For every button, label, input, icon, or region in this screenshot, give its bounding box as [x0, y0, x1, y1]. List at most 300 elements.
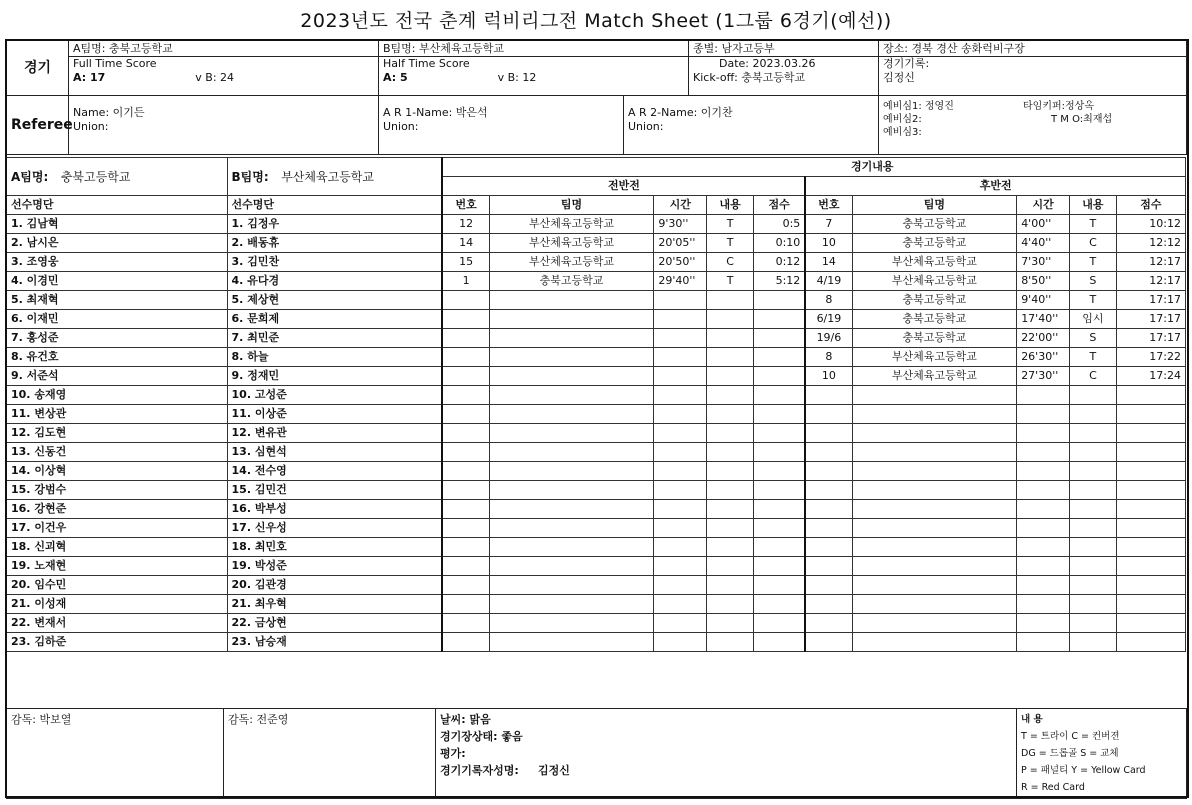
- table-row: [7, 291, 1186, 310]
- second-half-time-cell: 26'30'': [1017, 348, 1070, 367]
- table-row: [7, 538, 1186, 557]
- table-row: [7, 424, 1186, 443]
- first-half-team-cell: 부산체육고등학교: [489, 234, 654, 253]
- first-half-type-cell: [707, 291, 754, 310]
- table-row: [7, 253, 1186, 272]
- table-row: [7, 367, 1186, 386]
- player-a: 21. 이성재: [7, 595, 228, 614]
- first-half-time-cell: 29'40'': [654, 272, 707, 291]
- first-half-no-cell: [442, 595, 489, 614]
- first-half-no-cell: [442, 519, 489, 538]
- first-half-type-cell: [707, 500, 754, 519]
- half-time-label: Half Time Score: [379, 56, 688, 71]
- legend-title: 내 용: [1021, 714, 1043, 725]
- referee-cell: [69, 96, 379, 155]
- full-time-label: Full Time Score: [69, 56, 378, 71]
- first-half-team-cell: [489, 481, 654, 500]
- reserve-2: 예비심2:: [883, 114, 922, 125]
- first-half-score-cell: [753, 424, 805, 443]
- first-half-no-cell: [442, 443, 489, 462]
- player-b: 21. 최우혁: [227, 595, 442, 614]
- player-b: 13. 심현석: [227, 443, 442, 462]
- match-header: [6, 40, 1187, 155]
- first-half-score-cell: [753, 348, 805, 367]
- first-half-type-cell: [707, 443, 754, 462]
- first-half-no-cell: [442, 462, 489, 481]
- first-half-team-cell: [489, 576, 654, 595]
- second-half-no-cell: [805, 557, 852, 576]
- player-a: 23. 김하준: [7, 633, 228, 652]
- second-half-type-cell: [1070, 538, 1117, 557]
- roster-b-header: [227, 158, 442, 196]
- second-half-time-cell: [1017, 424, 1070, 443]
- first-half-type-cell: [707, 519, 754, 538]
- category-cell: [689, 41, 879, 96]
- first-half-time-cell: [654, 519, 707, 538]
- second-half-type-cell: S: [1070, 329, 1117, 348]
- team-b-name: 부산체육고등학교: [419, 42, 505, 55]
- first-half-time-cell: [654, 595, 707, 614]
- team-b-label: B팀명:: [383, 42, 416, 55]
- table-row: [7, 576, 1186, 595]
- second-half-time-cell: [1017, 481, 1070, 500]
- first-half-no-cell: [442, 310, 489, 329]
- first-half-team-cell: [489, 367, 654, 386]
- venue-cell: [879, 41, 1187, 96]
- player-b: 23. 남승재: [227, 633, 442, 652]
- second-half-time-cell: 4'00'': [1017, 215, 1070, 234]
- second-half-score-cell: [1116, 462, 1185, 481]
- conditions-cell: [436, 709, 1017, 799]
- first-half-score-cell: [753, 595, 805, 614]
- first-half-time-cell: [654, 424, 707, 443]
- second-half-type-cell: C: [1070, 367, 1117, 386]
- second-half-time-cell: [1017, 538, 1070, 557]
- player-b: 10. 고성준: [227, 386, 442, 405]
- player-b: 3. 김민찬: [227, 253, 442, 272]
- second-half-no-cell: [805, 576, 852, 595]
- table-row: [7, 557, 1186, 576]
- second-half-team-cell: 부산체육고등학교: [852, 272, 1017, 291]
- first-half-score-cell: [753, 291, 805, 310]
- second-half-team-cell: [852, 538, 1017, 557]
- table-row: [7, 234, 1186, 253]
- second-half-time-cell: [1017, 443, 1070, 462]
- first-half-time-cell: [654, 405, 707, 424]
- category-value: 남자고등부: [721, 42, 775, 55]
- second-half-score-cell: 17:17: [1116, 291, 1185, 310]
- first-half-team-cell: [489, 329, 654, 348]
- second-half-score-cell: [1116, 405, 1185, 424]
- first-half-score-cell: [753, 538, 805, 557]
- second-half-score-cell: 17:22: [1116, 348, 1185, 367]
- first-half-col-header: 내용: [707, 196, 754, 215]
- second-half-no-cell: [805, 424, 852, 443]
- first-half-team-cell: [489, 595, 654, 614]
- second-half-team-cell: 충북고등학교: [852, 310, 1017, 329]
- second-half-score-cell: [1116, 595, 1185, 614]
- half-score-a: A: 5: [383, 71, 408, 84]
- first-half-team-cell: 부산체육고등학교: [489, 253, 654, 272]
- first-half-team-cell: 부산체육고등학교: [489, 215, 654, 234]
- second-half-no-cell: [805, 614, 852, 633]
- first-half-team-cell: [489, 386, 654, 405]
- venue-value: 경북 경산 송화럭비구장: [911, 42, 1025, 55]
- field-condition: 경기장상태: 좋음: [440, 730, 523, 743]
- second-half-time-cell: [1017, 386, 1070, 405]
- first-half-time-cell: [654, 557, 707, 576]
- second-half-no-cell: [805, 386, 852, 405]
- player-a: 4. 이경민: [7, 272, 228, 291]
- second-half-type-cell: T: [1070, 215, 1117, 234]
- second-half-team-cell: [852, 500, 1017, 519]
- second-half-time-cell: 7'30'': [1017, 253, 1070, 272]
- first-half-team-cell: [489, 348, 654, 367]
- second-half-team-cell: 충북고등학교: [852, 234, 1017, 253]
- record-value: 김정신: [883, 71, 915, 84]
- first-half-time-cell: [654, 329, 707, 348]
- table-row: [7, 595, 1186, 614]
- second-half-no-cell: [805, 633, 852, 652]
- second-half-type-cell: T: [1070, 348, 1117, 367]
- table-row: [7, 329, 1186, 348]
- first-half-type-cell: [707, 348, 754, 367]
- second-half-team-cell: 부산체육고등학교: [852, 348, 1017, 367]
- second-half-team-cell: [852, 386, 1017, 405]
- recorder-name: 김정신: [537, 764, 570, 777]
- first-half-no-cell: [442, 386, 489, 405]
- table-row: [7, 462, 1186, 481]
- first-half-team-cell: [489, 462, 654, 481]
- second-half-time-cell: [1017, 500, 1070, 519]
- player-a: 11. 변상관: [7, 405, 228, 424]
- second-half-no-cell: [805, 538, 852, 557]
- first-half-type-cell: [707, 329, 754, 348]
- second-half-team-cell: 부산체육고등학교: [852, 253, 1017, 272]
- second-half-no-cell: 7: [805, 215, 852, 234]
- second-half-time-cell: [1017, 576, 1070, 595]
- first-half-score-cell: [753, 462, 805, 481]
- first-half-score-cell: [753, 576, 805, 595]
- team-a-cell: [69, 41, 379, 96]
- second-half-type-cell: [1070, 557, 1117, 576]
- second-half-team-cell: [852, 595, 1017, 614]
- first-half-type-cell: T: [707, 272, 754, 291]
- events-title: 경기내용: [442, 158, 1185, 177]
- first-half-no-cell: [442, 348, 489, 367]
- second-half-score-cell: 12:17: [1116, 253, 1185, 272]
- ar2-union: Union:: [628, 120, 664, 133]
- first-half-time-cell: 9'30'': [654, 215, 707, 234]
- second-half-no-cell: 19/6: [805, 329, 852, 348]
- table-row: [7, 443, 1186, 462]
- player-b: 6. 문희제: [227, 310, 442, 329]
- first-half-score-cell: 0:12: [753, 253, 805, 272]
- venue-label: 장소:: [883, 42, 908, 55]
- first-half-no-cell: 12: [442, 215, 489, 234]
- player-a: 1. 김남혁: [7, 215, 228, 234]
- first-half-team-cell: [489, 557, 654, 576]
- second-half-score-cell: [1116, 614, 1185, 633]
- first-half-type-cell: [707, 462, 754, 481]
- second-half-team-cell: [852, 614, 1017, 633]
- category-label: 종별:: [693, 42, 718, 55]
- table-row: [7, 405, 1186, 424]
- coach-b: 감독: 전준영: [224, 709, 436, 799]
- referee-union: Union:: [73, 120, 109, 133]
- first-half-time-cell: [654, 443, 707, 462]
- first-half-time-cell: [654, 310, 707, 329]
- roster-a-team: 충북고등학교: [60, 169, 131, 184]
- first-half-type-cell: T: [707, 215, 754, 234]
- roster-b-col-label: 선수명단: [227, 196, 442, 215]
- first-half-col-header: 점수: [753, 196, 805, 215]
- second-half-team-cell: [852, 576, 1017, 595]
- second-half-type-cell: [1070, 633, 1117, 652]
- second-half-type-cell: S: [1070, 272, 1117, 291]
- first-half-team-cell: [489, 405, 654, 424]
- first-half-time-cell: [654, 348, 707, 367]
- first-half-time-cell: 20'50'': [654, 253, 707, 272]
- first-half-no-cell: 14: [442, 234, 489, 253]
- first-half-team-cell: [489, 614, 654, 633]
- second-half-col-header: 팀명: [852, 196, 1017, 215]
- second-half-col-header: 번호: [805, 196, 852, 215]
- first-half-score-cell: [753, 386, 805, 405]
- first-half-no-cell: [442, 614, 489, 633]
- roster-a-label: A팀명:: [11, 169, 49, 184]
- reserve-3: 예비심3:: [883, 127, 922, 138]
- second-half-time-cell: [1017, 462, 1070, 481]
- player-b: 11. 이상준: [227, 405, 442, 424]
- match-date: Date: 2023.03.26: [689, 56, 878, 71]
- first-half-team-cell: 충북고등학교: [489, 272, 654, 291]
- first-half-label: 전반전: [442, 177, 805, 196]
- full-score-b: v B: 24: [195, 71, 235, 84]
- player-a: 15. 강범수: [7, 481, 228, 500]
- first-half-no-cell: [442, 329, 489, 348]
- first-half-score-cell: [753, 500, 805, 519]
- first-half-col-header: 번호: [442, 196, 489, 215]
- first-half-time-cell: [654, 614, 707, 633]
- first-half-team-cell: [489, 310, 654, 329]
- first-half-time-cell: [654, 576, 707, 595]
- first-half-time-cell: 20'05'': [654, 234, 707, 253]
- ar1-union: Union:: [383, 120, 419, 133]
- second-half-no-cell: [805, 519, 852, 538]
- first-half-no-cell: [442, 424, 489, 443]
- first-half-time-cell: [654, 481, 707, 500]
- first-half-time-cell: [654, 291, 707, 310]
- roster-a-header: [7, 158, 228, 196]
- player-a: 18. 신괴혁: [7, 538, 228, 557]
- second-half-label: 후반전: [805, 177, 1185, 196]
- first-half-team-cell: [489, 443, 654, 462]
- coach-a: 감독: 박보열: [7, 709, 224, 799]
- first-half-type-cell: [707, 405, 754, 424]
- second-half-score-cell: [1116, 443, 1185, 462]
- second-half-team-cell: [852, 443, 1017, 462]
- game-label: 경기: [7, 41, 69, 96]
- team-b-cell: [379, 41, 689, 96]
- match-footer: [6, 708, 1187, 799]
- first-half-type-cell: [707, 557, 754, 576]
- first-half-team-cell: [489, 633, 654, 652]
- second-half-no-cell: 8: [805, 291, 852, 310]
- player-a: 3. 조영웅: [7, 253, 228, 272]
- roster-a-col-label: 선수명단: [7, 196, 228, 215]
- first-half-type-cell: [707, 481, 754, 500]
- first-half-col-header: 시간: [654, 196, 707, 215]
- table-row: [7, 481, 1186, 500]
- table-row: [7, 500, 1186, 519]
- half-score-b: v B: 12: [497, 71, 537, 84]
- second-half-time-cell: 4'40'': [1017, 234, 1070, 253]
- second-half-score-cell: 10:12: [1116, 215, 1185, 234]
- second-half-no-cell: 4/19: [805, 272, 852, 291]
- second-half-score-cell: 12:12: [1116, 234, 1185, 253]
- second-half-team-cell: [852, 519, 1017, 538]
- table-row: [7, 215, 1186, 234]
- first-half-score-cell: 5:12: [753, 272, 805, 291]
- first-half-no-cell: [442, 481, 489, 500]
- player-b: 4. 유다경: [227, 272, 442, 291]
- first-half-score-cell: [753, 405, 805, 424]
- second-half-time-cell: [1017, 614, 1070, 633]
- second-half-team-cell: [852, 424, 1017, 443]
- player-b: 19. 박성준: [227, 557, 442, 576]
- first-half-no-cell: 15: [442, 253, 489, 272]
- second-half-no-cell: 14: [805, 253, 852, 272]
- referee-name: Name: 이기든: [73, 106, 145, 119]
- assistant-referees-cell: [379, 96, 879, 155]
- player-b: 1. 김정우: [227, 215, 442, 234]
- player-a: 17. 이건우: [7, 519, 228, 538]
- second-half-time-cell: 9'40'': [1017, 291, 1070, 310]
- second-half-no-cell: [805, 500, 852, 519]
- first-half-score-cell: [753, 633, 805, 652]
- first-half-score-cell: [753, 310, 805, 329]
- second-half-type-cell: [1070, 519, 1117, 538]
- second-half-type-cell: [1070, 386, 1117, 405]
- first-half-score-cell: [753, 614, 805, 633]
- second-half-no-cell: [805, 481, 852, 500]
- first-half-score-cell: 0:10: [753, 234, 805, 253]
- first-half-time-cell: [654, 367, 707, 386]
- first-half-score-cell: [753, 557, 805, 576]
- table-row: [7, 348, 1186, 367]
- first-half-no-cell: [442, 405, 489, 424]
- first-half-no-cell: [442, 500, 489, 519]
- evaluation: 평가:: [440, 747, 466, 760]
- second-half-score-cell: [1116, 481, 1185, 500]
- second-half-time-cell: 22'00'': [1017, 329, 1070, 348]
- first-half-no-cell: [442, 538, 489, 557]
- player-a: 12. 김도현: [7, 424, 228, 443]
- first-half-col-header: 팀명: [489, 196, 654, 215]
- second-half-type-cell: [1070, 424, 1117, 443]
- first-half-team-cell: [489, 538, 654, 557]
- second-half-score-cell: [1116, 576, 1185, 595]
- player-b: 9. 정재민: [227, 367, 442, 386]
- second-half-team-cell: 충북고등학교: [852, 215, 1017, 234]
- second-half-score-cell: [1116, 386, 1185, 405]
- table-row: [7, 310, 1186, 329]
- player-a: 19. 노재현: [7, 557, 228, 576]
- legend-line: T = 트라이 C = 컨버젼: [1021, 731, 1120, 742]
- first-half-no-cell: [442, 367, 489, 386]
- player-b: 16. 박부성: [227, 500, 442, 519]
- first-half-time-cell: [654, 462, 707, 481]
- second-half-score-cell: [1116, 424, 1185, 443]
- second-half-type-cell: [1070, 462, 1117, 481]
- page-title: 2023년도 전국 춘계 럭비리그전 Match Sheet (1그룹 6경기(예선)): [300, 10, 892, 32]
- team-a-label: A팀명:: [73, 42, 106, 55]
- first-half-type-cell: [707, 614, 754, 633]
- roster-b-team: 부산체육고등학교: [281, 169, 374, 184]
- player-a: 8. 유건호: [7, 348, 228, 367]
- player-a: 20. 임수민: [7, 576, 228, 595]
- first-half-time-cell: [654, 386, 707, 405]
- player-b: 7. 최민준: [227, 329, 442, 348]
- second-half-no-cell: 8: [805, 348, 852, 367]
- ar2-name: A R 2-Name: 이기찬: [628, 106, 733, 119]
- second-half-no-cell: [805, 405, 852, 424]
- timekeeper: 타임키퍼:정상옥: [1023, 101, 1094, 112]
- second-half-type-cell: [1070, 595, 1117, 614]
- player-b: 18. 최민호: [227, 538, 442, 557]
- referee-label: Referee: [7, 96, 69, 155]
- first-half-score-cell: [753, 443, 805, 462]
- second-half-team-cell: [852, 633, 1017, 652]
- second-half-team-cell: 충북고등학교: [852, 329, 1017, 348]
- second-half-type-cell: [1070, 481, 1117, 500]
- second-half-team-cell: [852, 557, 1017, 576]
- second-half-score-cell: [1116, 557, 1185, 576]
- recorder-label: 경기기록자성명:: [440, 764, 519, 777]
- first-half-type-cell: [707, 576, 754, 595]
- first-half-score-cell: [753, 329, 805, 348]
- match-body-table: [6, 157, 1186, 652]
- player-b: 15. 김민건: [227, 481, 442, 500]
- full-score-a: A: 17: [73, 71, 106, 84]
- second-half-score-cell: [1116, 633, 1185, 652]
- second-half-team-cell: [852, 462, 1017, 481]
- kickoff: Kick-off: 충북고등학교: [693, 71, 806, 84]
- second-half-time-cell: [1017, 595, 1070, 614]
- second-half-col-header: 점수: [1116, 196, 1185, 215]
- player-b: 2. 배동휴: [227, 234, 442, 253]
- player-a: 2. 남시은: [7, 234, 228, 253]
- second-half-no-cell: 10: [805, 234, 852, 253]
- first-half-time-cell: [654, 500, 707, 519]
- table-row: [7, 614, 1186, 633]
- player-a: 9. 서준석: [7, 367, 228, 386]
- legend-line: P = 패널티 Y = Yellow Card: [1021, 765, 1146, 776]
- second-half-time-cell: 27'30'': [1017, 367, 1070, 386]
- first-half-no-cell: 1: [442, 272, 489, 291]
- first-half-time-cell: [654, 633, 707, 652]
- player-a: 16. 강현준: [7, 500, 228, 519]
- player-a: 13. 신동건: [7, 443, 228, 462]
- second-half-type-cell: [1070, 576, 1117, 595]
- first-half-score-cell: [753, 481, 805, 500]
- second-half-score-cell: 17:17: [1116, 329, 1185, 348]
- second-half-score-cell: 17:24: [1116, 367, 1185, 386]
- first-half-type-cell: [707, 424, 754, 443]
- player-a: 6. 이재민: [7, 310, 228, 329]
- second-half-no-cell: 10: [805, 367, 852, 386]
